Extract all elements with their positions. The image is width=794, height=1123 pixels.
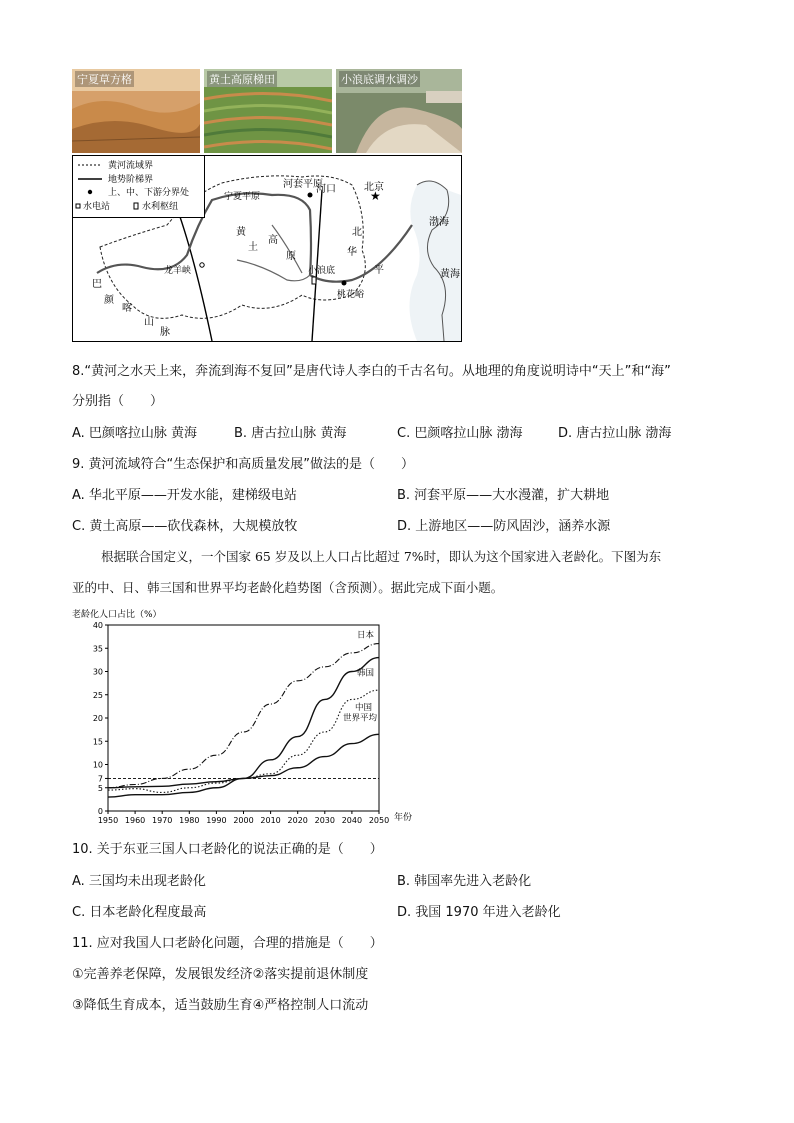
label-yan: 颜 (104, 295, 114, 306)
water-conservancy-hub (312, 277, 316, 284)
q10-option-b[interactable]: B. 韩国率先进入老龄化 (397, 874, 532, 889)
q8-option-b[interactable]: B. 唐古拉山脉 黄海 (234, 426, 347, 441)
series-line-韩国 (108, 658, 379, 798)
y-tick-label: 0 (97, 807, 103, 816)
photo-caption: 黄土高原梯田 (209, 73, 275, 86)
q8-option-d[interactable]: D. 唐古拉山脉 渤海 (558, 426, 672, 441)
label-north: 北 (352, 227, 362, 238)
x-tick-label: 2040 (341, 816, 363, 825)
legend-hydropower: 水电站 (83, 202, 111, 212)
photo-caption: 小浪底调水调沙 (341, 73, 418, 86)
y-tick-label: 7 (97, 774, 103, 784)
series-line-中国 (108, 690, 379, 792)
y-tick-label: 30 (92, 667, 103, 677)
y-tick-label: 40 (92, 621, 103, 630)
q9-stem: 9. 黄河流域符合“生态保护和高质量发展”做法的是（ ） (72, 457, 415, 472)
label-shan: 山 (144, 317, 154, 328)
photo-xiaolangdi (336, 69, 462, 153)
x-tick-label: 1980 (179, 816, 200, 825)
y-tick-label: 5 (97, 783, 103, 793)
label-yellow-sea: 黄海 (440, 269, 460, 280)
label-ka: 喀 (122, 303, 132, 314)
label-huang: 黄 (236, 227, 246, 238)
label-mai: 脉 (160, 327, 170, 338)
x-tick-label: 1990 (206, 816, 227, 825)
label-longyangxia: 龙羊峡 (164, 266, 192, 276)
middle-lower-boundary-point (342, 281, 347, 286)
q8-option-a[interactable]: A. 巴颜喀拉山脉 黄海 (72, 426, 198, 441)
label-bohai: 渤海 (429, 217, 449, 228)
x-tick-label: 2000 (233, 816, 254, 825)
chart-frame (108, 625, 379, 811)
x-tick-label: 2030 (314, 816, 335, 825)
photo-caption: 宁夏草方格 (77, 73, 132, 86)
series-label: 中国 (355, 703, 373, 714)
q8-stem-line1: 8.“黄河之水天上来，奔流到海不复回”是唐代诗人李白的千古名句。从地理的角度说明诗中“天上”和“海” (72, 364, 671, 379)
x-tick-label: 1970 (152, 816, 173, 825)
label-xiaolangdi: 小浪底 (308, 266, 336, 276)
intro-line1: 根据联合国定义，一个国家 65 岁及以上人口占比超过 7%时，即认为这个国家进入老龄化。下图为东 (101, 549, 662, 564)
yellow-river-basin-map (72, 155, 462, 342)
label-hekou: 河口 (316, 184, 336, 195)
y-tick-label: 25 (92, 690, 103, 700)
x-tick-label: 1950 (97, 816, 119, 825)
aging-trend-chart (68, 605, 428, 827)
x-tick-label: 2050 (368, 816, 390, 825)
y-tick-label: 10 (92, 760, 103, 770)
label-ba: 巴 (92, 279, 102, 290)
q11-stem: 11. 应对我国人口老龄化问题，合理的措施是（ ） (72, 936, 383, 951)
q9-option-a[interactable]: A. 华北平原——开发水能，建梯级电站 (72, 488, 297, 503)
intro-line2: 亚的中、日、韩三国和世界平均老龄化趋势图（含预测）。据此完成下面小题。 (72, 580, 504, 595)
x-tick-label: 2010 (260, 816, 281, 825)
label-tu: 土 (248, 242, 258, 253)
x-tick-label: 2020 (287, 816, 308, 825)
series-label: 日本 (357, 630, 375, 641)
label-gao: 高 (268, 235, 278, 246)
q10-option-d[interactable]: D. 我国 1970 年进入老龄化 (397, 905, 561, 920)
q10-option-c[interactable]: C. 日本老龄化程度最高 (72, 905, 207, 920)
legend-reach-divide: 上、中、下游分界处 (108, 188, 190, 198)
q11-choices-line2: ③降低生育成本，适当鼓励生育④严格控制人口流动 (72, 998, 369, 1013)
hydropower-station (200, 263, 204, 267)
q10-option-a[interactable]: A. 三国均未出现老龄化 (72, 874, 206, 889)
q8-stem-line2: 分别指（ ） (72, 394, 164, 409)
legend-terrain-step: 地势阶梯界 (108, 175, 154, 185)
label-beijing: 北京 (364, 182, 384, 193)
legend-basin-boundary: 黄河流域界 (108, 161, 154, 171)
label-ping: 平 (374, 265, 384, 276)
label-taohuayu: 桃花峪 (337, 290, 365, 300)
series-label: 韩国 (357, 668, 375, 679)
label-hua: 华 (347, 247, 357, 258)
photo-loess-terraces (204, 69, 332, 153)
chart-xlabel: 年份 (394, 813, 413, 823)
q11-choices-line1: ①完善养老保障，发展银发经济②落实提前退休制度 (72, 967, 369, 982)
photo-ningxia-grass-grid (72, 69, 200, 153)
x-tick-label: 1960 (124, 816, 146, 825)
q9-option-d[interactable]: D. 上游地区——防风固沙，涵养水源 (397, 519, 611, 534)
label-hetao-plain: 河套平原 (283, 179, 323, 190)
beijing-star-icon: ★ (370, 189, 381, 203)
label-ningxia-plain: 宁夏平原 (224, 192, 261, 202)
q9-option-b[interactable]: B. 河套平原——大水漫灌，扩大耕地 (397, 488, 610, 503)
q8-option-c[interactable]: C. 巴颜喀拉山脉 渤海 (397, 426, 523, 441)
series-line-世界平均 (108, 734, 379, 787)
y-tick-label: 20 (92, 714, 103, 723)
label-yuan: 原 (286, 251, 296, 262)
y-tick-label: 35 (92, 644, 103, 654)
chart-ylabel: 老龄化人口占比（%） (72, 610, 162, 620)
upper-middle-boundary-point (308, 193, 313, 198)
q10-stem: 10. 关于东亚三国人口老龄化的说法正确的是（ ） (72, 842, 383, 857)
q9-option-c[interactable]: C. 黄土高原——砍伐森林，大规模放牧 (72, 519, 298, 534)
series-label: 世界平均 (343, 713, 378, 724)
legend-hub: 水利枢纽 (142, 202, 179, 212)
y-tick-label: 15 (92, 737, 103, 747)
